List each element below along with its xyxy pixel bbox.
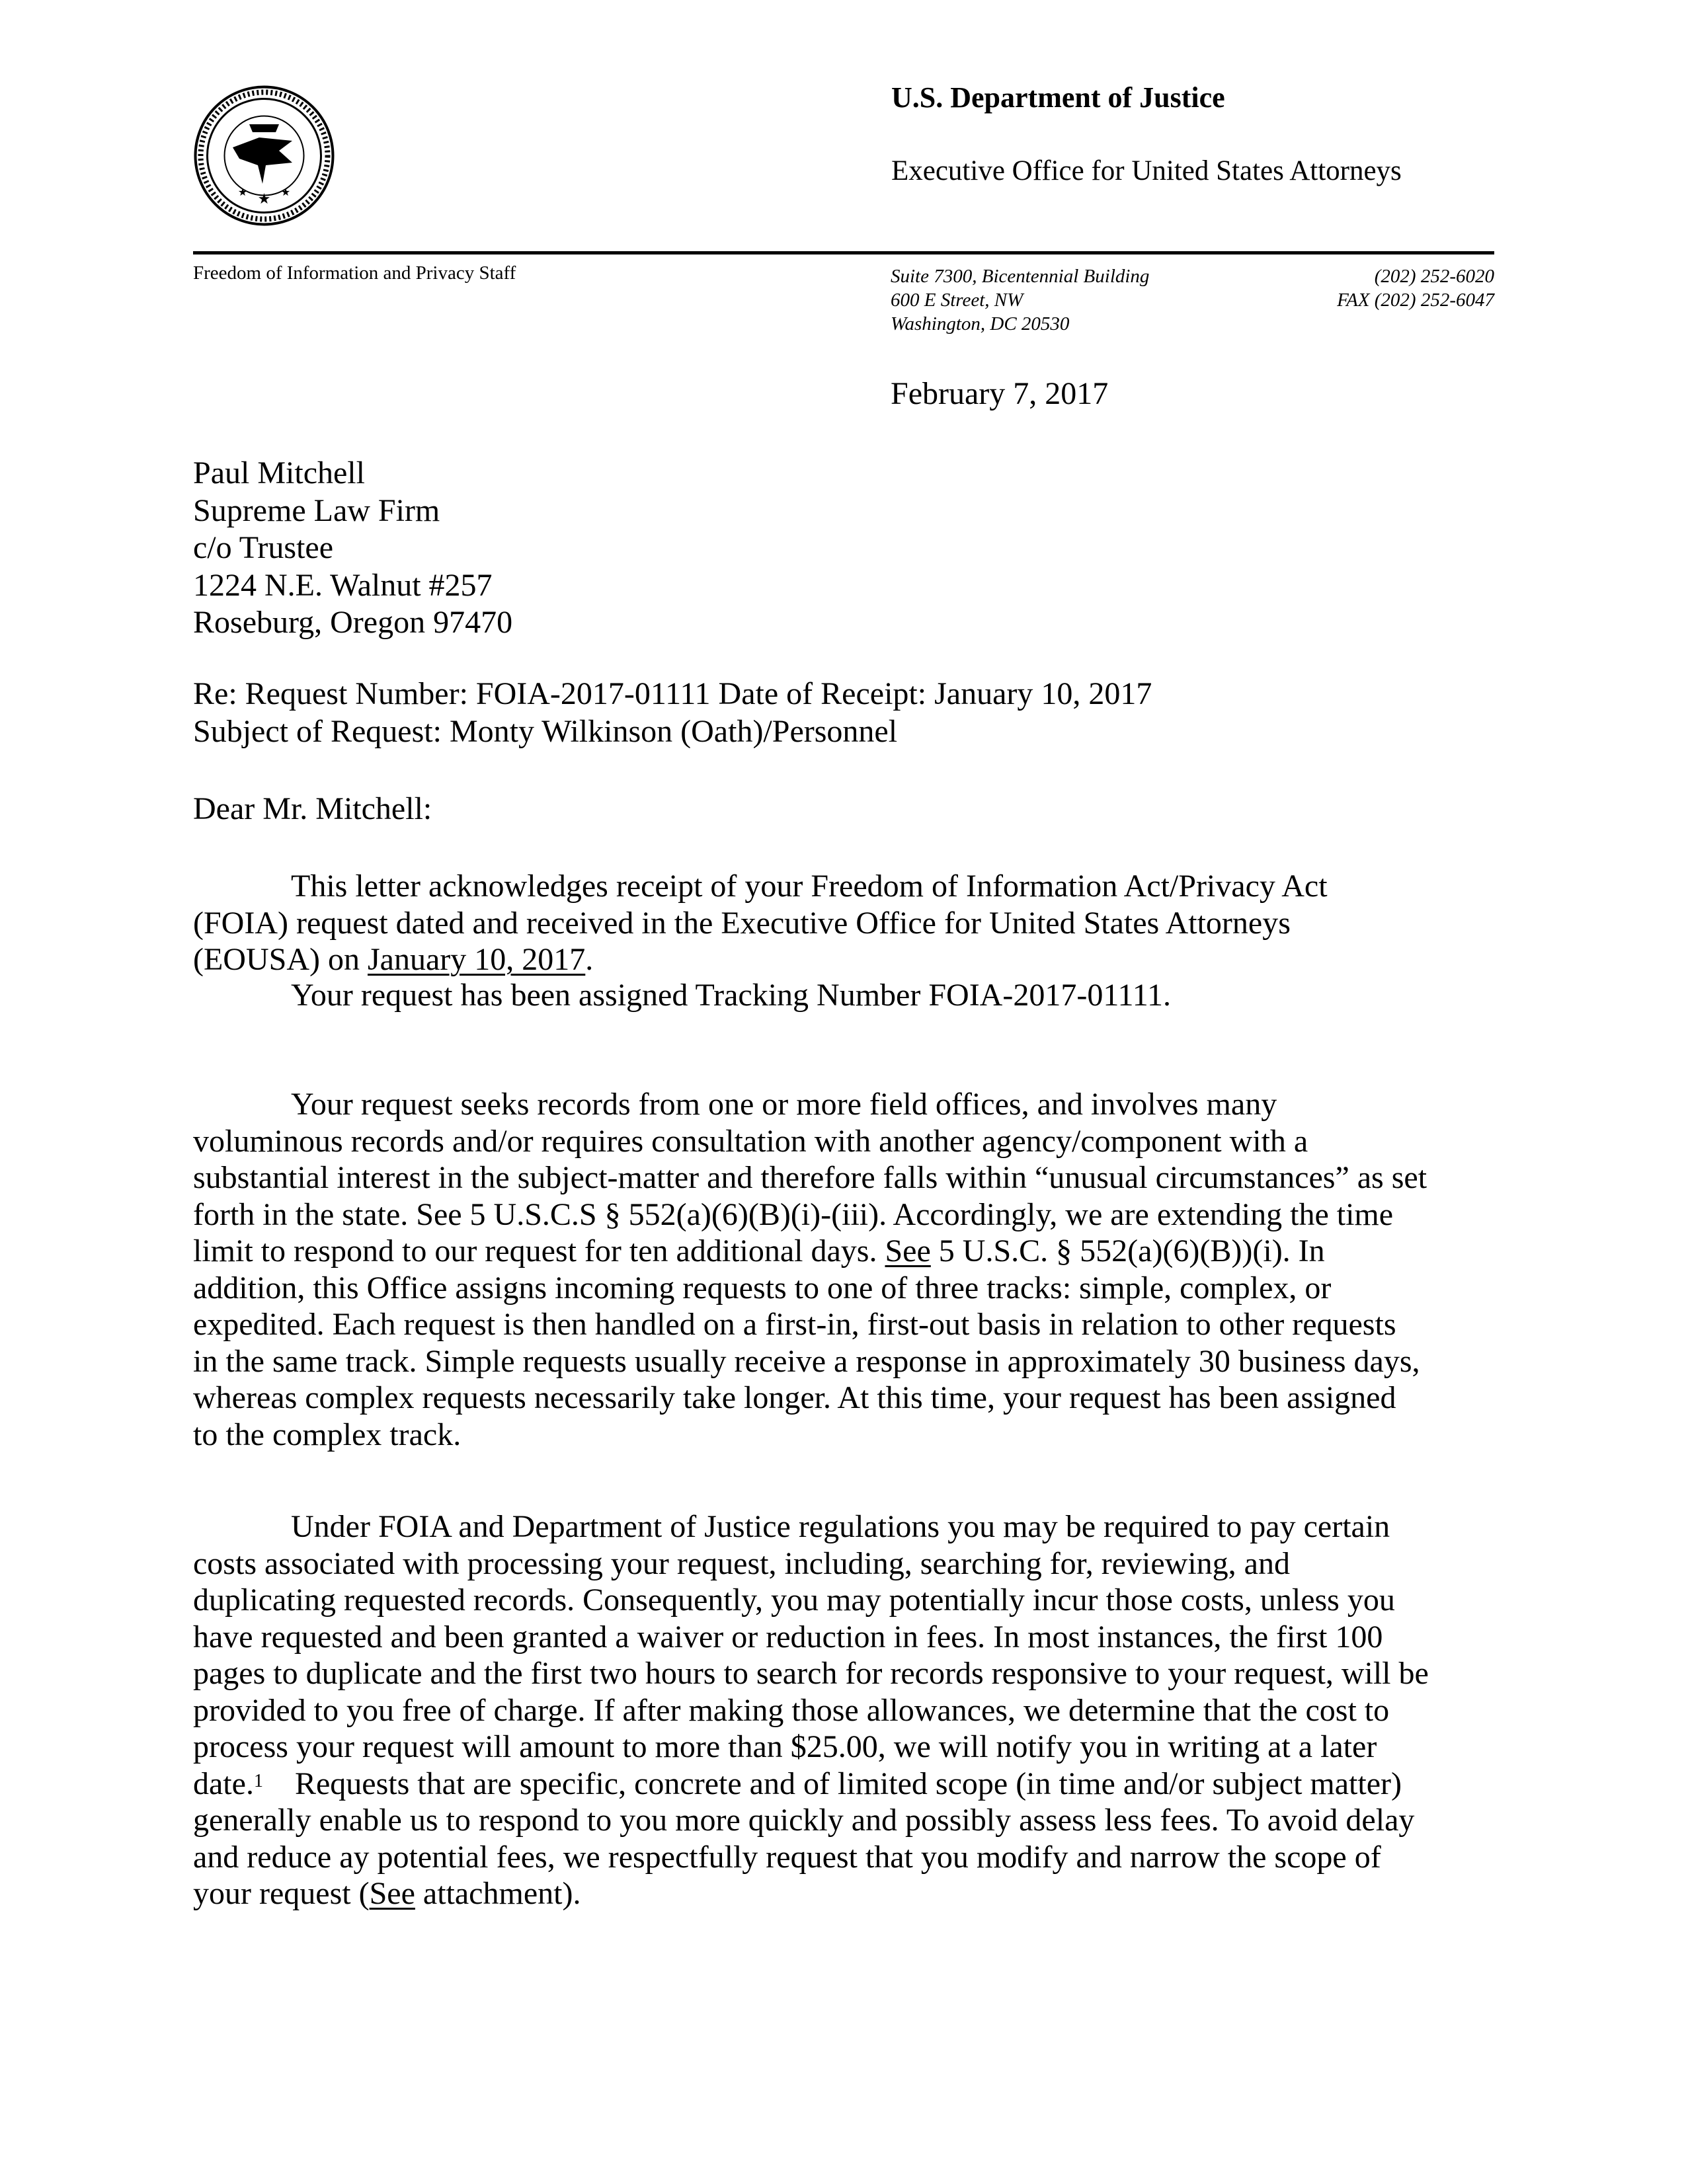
address-line: Washington, DC 20530 [891, 313, 1070, 334]
letterhead-divider [193, 251, 1494, 254]
svg-text:★: ★ [280, 187, 291, 198]
text-line [193, 1875, 1509, 1912]
address-line: 600 E Street, NW [891, 290, 1024, 311]
text-line: pages to duplicate and the first two hours to search for records responsive to your request, will be [193, 1656, 1429, 1691]
text-line: generally enable us to respond to you more quickly and possibly assess less fees. To avoid delay [193, 1803, 1415, 1838]
office-address [891, 264, 1149, 336]
text-span: limit to respond to our request for ten additional days. [193, 1233, 885, 1268]
reference-block [193, 676, 1152, 750]
address-line: Suite 7300, Bicentennial Building [891, 266, 1150, 287]
text-line: This letter acknowledges receipt of your Freedom of Information Act/Privacy Act [291, 869, 1328, 904]
phone-number: (202) 252-6020 [1374, 266, 1494, 287]
text-span: (EOUSA) on [193, 942, 368, 977]
doj-seal-icon [193, 85, 335, 227]
see-citation: See [885, 1233, 931, 1268]
paragraph-tracking [193, 977, 1509, 1014]
text-line: whereas complex requests necessarily take longer. At this time, your request has been assigned [193, 1380, 1396, 1415]
staff-name: Freedom of Information and Privacy Staff [193, 262, 516, 284]
text-line: addition, this Office assigns incoming requests to one of three tracks: simple, complex, or [193, 1270, 1332, 1306]
text-line: duplicating requested records. Consequently, you may potentially incur those costs, unless you [193, 1582, 1395, 1618]
text-line: provided to you free of charge. If after making those allowances, we determine that the cost to [193, 1692, 1390, 1728]
footnote-marker: 1 [253, 1770, 263, 1791]
recipient-firm: Supreme Law Firm [193, 492, 440, 528]
paragraph-unusual-circumstances [193, 1086, 1509, 1453]
text-line: costs associated with processing your request, including, searching for, reviewing, and [193, 1545, 1290, 1581]
text-span: attachment). [415, 1876, 581, 1911]
see-attachment-reference: See [369, 1876, 415, 1911]
text-line: Under FOIA and Department of Justice regulations you may be required to pay certain [291, 1509, 1390, 1544]
svg-text:★: ★ [237, 187, 248, 198]
text-line: in the same track. Simple requests usually receive a response in approximately 30 business days, [193, 1343, 1420, 1379]
svg-text:★: ★ [257, 190, 271, 207]
text-line [193, 1233, 1509, 1270]
fax-number: FAX (202) 252-6047 [1337, 290, 1494, 311]
text-line [193, 1766, 1509, 1803]
text-span: your request ( [193, 1876, 370, 1911]
text-line: Your request seeks records from one or more field offices, and involves many [291, 1087, 1277, 1122]
text-line: have requested and been granted a waiver or reduction in fees. In most instances, the first 100 [193, 1619, 1383, 1655]
text-line: expedited. Each request is then handled on a first-in, first-out basis in relation to other requests [193, 1307, 1396, 1342]
text-line: Your request has been assigned Tracking Number FOIA-2017-01111. [291, 978, 1171, 1013]
salutation: Dear Mr. Mitchell: [193, 791, 432, 826]
paragraph-acknowledgement [193, 868, 1509, 978]
office-contact [1337, 264, 1494, 312]
text-line: voluminous records and/or requires consultation with another agency/component with a [193, 1123, 1308, 1159]
letter-date: February 7, 2017 [891, 376, 1109, 411]
text-line [193, 941, 1509, 978]
paragraph-fees [193, 1508, 1509, 1912]
text-span: 5 U.S.C. § 552(a)(6)(B))(i). In [930, 1233, 1325, 1268]
text-line: substantial interest in the subject-matter and therefore falls within “unusual circumstances” as set [193, 1160, 1427, 1195]
text-line: to the complex track. [193, 1417, 462, 1452]
text-span: date. [193, 1766, 254, 1801]
text-span: . [585, 942, 594, 977]
office-name: Executive Office for United States Attorneys [891, 155, 1402, 186]
request-number-line: Re: Request Number: FOIA-2017-01111 Date of Receipt: January 10, 2017 [193, 676, 1152, 711]
recipient-address [193, 455, 512, 642]
text-line: and reduce ay potential fees, we respectfully request that you modify and narrow the scope of [193, 1839, 1381, 1875]
recipient-city: Roseburg, Oregon 97470 [193, 605, 513, 640]
receipt-date: January 10, 2017 [367, 942, 586, 977]
text-span: Requests that are specific, concrete and of limited scope (in time and/or subject matter) [262, 1766, 1402, 1801]
recipient-name: Paul Mitchell [193, 455, 365, 490]
text-line: forth in the state. See 5 U.S.C.S § 552(a)(6)(B)(i)-(iii). Accordingly, we are extending the time [193, 1196, 1394, 1232]
recipient-care-of: c/o Trustee [193, 530, 334, 565]
recipient-street: 1224 N.E. Walnut #257 [193, 567, 493, 603]
agency-name: U.S. Department of Justice [891, 81, 1225, 114]
subject-line: Subject of Request: Monty Wilkinson (Oath)/Personnel [193, 713, 898, 749]
text-line: process your request will amount to more than $25.00, we will notify you in writing at a later [193, 1729, 1377, 1764]
text-line: (FOIA) request dated and received in the Executive Office for United States Attorneys [193, 905, 1291, 941]
